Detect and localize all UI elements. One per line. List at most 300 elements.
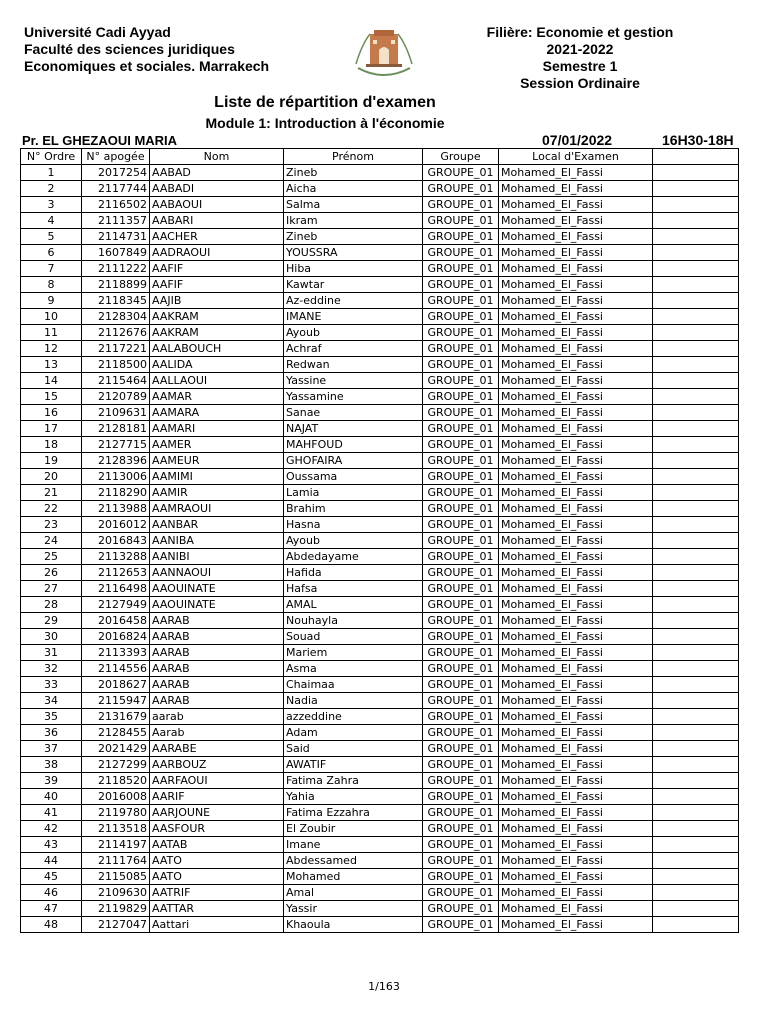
cell-local: Mohamed_El_Fassi — [499, 165, 653, 181]
table-row — [21, 725, 739, 741]
cell-local: Mohamed_El_Fassi — [499, 437, 653, 453]
cell-local: Mohamed_El_Fassi — [499, 917, 653, 933]
cell-nom: AAOUINATE — [150, 581, 284, 597]
cell-prenom: Redwan — [284, 357, 423, 373]
cell-blank — [653, 405, 739, 421]
cell-prenom: Chaimaa — [284, 677, 423, 693]
cell-nom: AARIF — [150, 789, 284, 805]
table-row — [21, 325, 739, 341]
cell-groupe: GROUPE_01 — [423, 309, 499, 325]
university-logo — [352, 24, 416, 80]
cell-groupe: GROUPE_01 — [423, 469, 499, 485]
cell-apogee: 2109631 — [82, 405, 150, 421]
cell-blank — [653, 293, 739, 309]
program-name: Filière: Economie et gestion — [486, 24, 674, 40]
cell-order: 33 — [21, 677, 82, 693]
cell-blank — [653, 245, 739, 261]
cell-prenom: Hiba — [284, 261, 423, 277]
cell-order: 39 — [21, 773, 82, 789]
session: Session Ordinaire — [520, 75, 640, 91]
cell-blank — [653, 197, 739, 213]
cell-local: Mohamed_El_Fassi — [499, 693, 653, 709]
cell-local: Mohamed_El_Fassi — [499, 629, 653, 645]
cell-groupe: GROUPE_01 — [423, 245, 499, 261]
cell-nom: AAMARI — [150, 421, 284, 437]
cell-apogee: 2115464 — [82, 373, 150, 389]
faculty-name: Faculté des sciences juridiques — [24, 41, 235, 57]
cell-apogee: 2111764 — [82, 853, 150, 869]
cell-local: Mohamed_El_Fassi — [499, 245, 653, 261]
table-row — [21, 373, 739, 389]
cell-blank — [653, 853, 739, 869]
cell-apogee: 2114731 — [82, 229, 150, 245]
cell-blank — [653, 821, 739, 837]
cell-groupe: GROUPE_01 — [423, 885, 499, 901]
cell-prenom: Yahia — [284, 789, 423, 805]
cell-blank — [653, 901, 739, 917]
cell-local: Mohamed_El_Fassi — [499, 613, 653, 629]
cell-apogee: 2117744 — [82, 181, 150, 197]
cell-order: 30 — [21, 629, 82, 645]
cell-blank — [653, 277, 739, 293]
cell-local: Mohamed_El_Fassi — [499, 725, 653, 741]
cell-prenom: YOUSSRA — [284, 245, 423, 261]
cell-apogee: 2127715 — [82, 437, 150, 453]
table-row — [21, 597, 739, 613]
cell-order: 3 — [21, 197, 82, 213]
cell-local: Mohamed_El_Fassi — [499, 229, 653, 245]
cell-apogee: 2016458 — [82, 613, 150, 629]
cell-order: 48 — [21, 917, 82, 933]
cell-local: Mohamed_El_Fassi — [499, 869, 653, 885]
table-row — [21, 885, 739, 901]
table-row — [21, 197, 739, 213]
semester: Semestre 1 — [542, 58, 618, 74]
cell-prenom: Mohamed — [284, 869, 423, 885]
page-number: 1/163 — [368, 980, 400, 993]
table-row — [21, 869, 739, 885]
cell-prenom: MAHFOUD — [284, 437, 423, 453]
cell-nom: AARAB — [150, 613, 284, 629]
exam-date: 07/01/2022 — [542, 132, 613, 148]
col-header-groupe: Groupe — [423, 149, 499, 165]
cell-order: 23 — [21, 517, 82, 533]
cell-groupe: GROUPE_01 — [423, 725, 499, 741]
cell-apogee: 2111357 — [82, 213, 150, 229]
cell-local: Mohamed_El_Fassi — [499, 661, 653, 677]
cell-blank — [653, 437, 739, 453]
cell-local: Mohamed_El_Fassi — [499, 357, 653, 373]
cell-groupe: GROUPE_01 — [423, 373, 499, 389]
cell-nom: AARAB — [150, 645, 284, 661]
cell-apogee: 1607849 — [82, 245, 150, 261]
table-row — [21, 581, 739, 597]
cell-prenom: Oussama — [284, 469, 423, 485]
cell-order: 47 — [21, 901, 82, 917]
cell-prenom: AWATIF — [284, 757, 423, 773]
cell-groupe: GROUPE_01 — [423, 805, 499, 821]
page-title: Liste de répartition d'examen — [214, 94, 436, 111]
cell-local: Mohamed_El_Fassi — [499, 837, 653, 853]
cell-blank — [653, 325, 739, 341]
cell-local: Mohamed_El_Fassi — [499, 581, 653, 597]
cell-order: 15 — [21, 389, 82, 405]
cell-groupe: GROUPE_01 — [423, 549, 499, 565]
cell-order: 7 — [21, 261, 82, 277]
cell-prenom: Aicha — [284, 181, 423, 197]
cell-groupe: GROUPE_01 — [423, 677, 499, 693]
cell-order: 27 — [21, 581, 82, 597]
cell-order: 26 — [21, 565, 82, 581]
cell-order: 12 — [21, 341, 82, 357]
cell-prenom: Khaoula — [284, 917, 423, 933]
cell-nom: aarab — [150, 709, 284, 725]
cell-groupe: GROUPE_01 — [423, 869, 499, 885]
cell-nom: AALLAOUI — [150, 373, 284, 389]
cell-prenom: Fatima Ezzahra — [284, 805, 423, 821]
cell-nom: AAKRAM — [150, 325, 284, 341]
cell-groupe: GROUPE_01 — [423, 613, 499, 629]
cell-local: Mohamed_El_Fassi — [499, 597, 653, 613]
cell-local: Mohamed_El_Fassi — [499, 501, 653, 517]
cell-order: 4 — [21, 213, 82, 229]
cell-nom: Aarab — [150, 725, 284, 741]
exam-info — [22, 132, 742, 148]
cell-nom: AALIDA — [150, 357, 284, 373]
cell-nom: AARJOUNE — [150, 805, 284, 821]
university-name: Université Cadi Ayyad — [24, 24, 171, 40]
cell-apogee: 2021429 — [82, 741, 150, 757]
cell-prenom: Yassamine — [284, 389, 423, 405]
cell-local: Mohamed_El_Fassi — [499, 293, 653, 309]
cell-prenom: Imane — [284, 837, 423, 853]
cell-nom: AATO — [150, 869, 284, 885]
cell-blank — [653, 773, 739, 789]
cell-groupe: GROUPE_01 — [423, 565, 499, 581]
cell-nom: AALABOUCH — [150, 341, 284, 357]
cell-nom: AAFIF — [150, 277, 284, 293]
table-row — [21, 645, 739, 661]
cell-groupe: GROUPE_01 — [423, 901, 499, 917]
cell-prenom: Nouhayla — [284, 613, 423, 629]
cell-order: 19 — [21, 453, 82, 469]
cell-groupe: GROUPE_01 — [423, 517, 499, 533]
cell-order: 36 — [21, 725, 82, 741]
cell-blank — [653, 837, 739, 853]
cell-prenom: Ikram — [284, 213, 423, 229]
cell-local: Mohamed_El_Fassi — [499, 517, 653, 533]
cell-blank — [653, 629, 739, 645]
cell-blank — [653, 165, 739, 181]
cell-blank — [653, 181, 739, 197]
cell-local: Mohamed_El_Fassi — [499, 885, 653, 901]
cell-blank — [653, 373, 739, 389]
cell-groupe: GROUPE_01 — [423, 597, 499, 613]
table-row — [21, 389, 739, 405]
cell-blank — [653, 261, 739, 277]
cell-prenom: Yassine — [284, 373, 423, 389]
table-row — [21, 661, 739, 677]
cell-order: 38 — [21, 757, 82, 773]
cell-groupe: GROUPE_01 — [423, 357, 499, 373]
cell-groupe: GROUPE_01 — [423, 581, 499, 597]
table-row — [21, 709, 739, 725]
cell-blank — [653, 517, 739, 533]
cell-apogee: 2115085 — [82, 869, 150, 885]
cell-order: 22 — [21, 501, 82, 517]
table-row — [21, 437, 739, 453]
cell-groupe: GROUPE_01 — [423, 165, 499, 181]
cell-nom: AARABE — [150, 741, 284, 757]
cell-local: Mohamed_El_Fassi — [499, 261, 653, 277]
table-row — [21, 549, 739, 565]
cell-nom: AAMRAOUI — [150, 501, 284, 517]
cell-nom: AAMER — [150, 437, 284, 453]
cell-local: Mohamed_El_Fassi — [499, 213, 653, 229]
cell-apogee: 2131679 — [82, 709, 150, 725]
cell-prenom: Fatima Zahra — [284, 773, 423, 789]
cell-apogee: 2119829 — [82, 901, 150, 917]
cell-blank — [653, 917, 739, 933]
cell-nom: AABARI — [150, 213, 284, 229]
cell-order: 16 — [21, 405, 82, 421]
cell-apogee: 2118899 — [82, 277, 150, 293]
cell-order: 25 — [21, 549, 82, 565]
cell-nom: AABAD — [150, 165, 284, 181]
cell-blank — [653, 693, 739, 709]
cell-prenom: Lamia — [284, 485, 423, 501]
cell-blank — [653, 485, 739, 501]
table-row — [21, 341, 739, 357]
cell-local: Mohamed_El_Fassi — [499, 277, 653, 293]
cell-prenom: Adam — [284, 725, 423, 741]
cell-nom: AANNAOUI — [150, 565, 284, 581]
cell-blank — [653, 565, 739, 581]
cell-groupe: GROUPE_01 — [423, 709, 499, 725]
cell-apogee: 2128396 — [82, 453, 150, 469]
cell-nom: AAMIMI — [150, 469, 284, 485]
cell-blank — [653, 453, 739, 469]
cell-groupe: GROUPE_01 — [423, 325, 499, 341]
cell-groupe: GROUPE_01 — [423, 773, 499, 789]
table-row — [21, 565, 739, 581]
cell-local: Mohamed_El_Fassi — [499, 421, 653, 437]
cell-local: Mohamed_El_Fassi — [499, 549, 653, 565]
col-header-nom: Nom — [150, 149, 284, 165]
cell-groupe: GROUPE_01 — [423, 661, 499, 677]
cell-apogee: 2116502 — [82, 197, 150, 213]
cell-local: Mohamed_El_Fassi — [499, 469, 653, 485]
table-row — [21, 293, 739, 309]
cell-nom: AAMIR — [150, 485, 284, 501]
cell-nom: AAKRAM — [150, 309, 284, 325]
table-row — [21, 517, 739, 533]
cell-blank — [653, 229, 739, 245]
cell-order: 8 — [21, 277, 82, 293]
cell-apogee: 2016012 — [82, 517, 150, 533]
cell-blank — [653, 613, 739, 629]
cell-apogee: 2128181 — [82, 421, 150, 437]
cell-groupe: GROUPE_01 — [423, 341, 499, 357]
cell-prenom: Salma — [284, 197, 423, 213]
cell-apogee: 2113988 — [82, 501, 150, 517]
cell-prenom: Hafida — [284, 565, 423, 581]
cell-order: 32 — [21, 661, 82, 677]
cell-order: 31 — [21, 645, 82, 661]
cell-local: Mohamed_El_Fassi — [499, 181, 653, 197]
cell-prenom: Ayoub — [284, 325, 423, 341]
cell-apogee: 2127949 — [82, 597, 150, 613]
cell-nom: AARBOUZ — [150, 757, 284, 773]
cell-blank — [653, 389, 739, 405]
cell-order: 41 — [21, 805, 82, 821]
cell-order: 11 — [21, 325, 82, 341]
cell-order: 1 — [21, 165, 82, 181]
cell-order: 24 — [21, 533, 82, 549]
cell-local: Mohamed_El_Fassi — [499, 709, 653, 725]
cell-prenom: Yassir — [284, 901, 423, 917]
cell-nom: AARAB — [150, 629, 284, 645]
table-row — [21, 629, 739, 645]
cell-local: Mohamed_El_Fassi — [499, 533, 653, 549]
cell-groupe: GROUPE_01 — [423, 693, 499, 709]
cell-blank — [653, 725, 739, 741]
cell-prenom: Zineb — [284, 229, 423, 245]
cell-apogee: 2119780 — [82, 805, 150, 821]
table-row — [21, 405, 739, 421]
cell-apogee: 2118520 — [82, 773, 150, 789]
cell-apogee: 2128304 — [82, 309, 150, 325]
cell-order: 40 — [21, 789, 82, 805]
cell-groupe: GROUPE_01 — [423, 453, 499, 469]
table-row — [21, 533, 739, 549]
cell-order: 37 — [21, 741, 82, 757]
table-row — [21, 741, 739, 757]
cell-apogee: 2018627 — [82, 677, 150, 693]
cell-local: Mohamed_El_Fassi — [499, 565, 653, 581]
table-row — [21, 501, 739, 517]
table-row — [21, 805, 739, 821]
cell-local: Mohamed_El_Fassi — [499, 645, 653, 661]
cell-blank — [653, 757, 739, 773]
cell-nom: AANIBA — [150, 533, 284, 549]
cell-prenom: NAJAT — [284, 421, 423, 437]
cell-apogee: 2113288 — [82, 549, 150, 565]
cell-prenom: Zineb — [284, 165, 423, 181]
cell-groupe: GROUPE_01 — [423, 277, 499, 293]
table-row — [21, 165, 739, 181]
cell-nom: AARAB — [150, 661, 284, 677]
cell-order: 18 — [21, 437, 82, 453]
cell-order: 13 — [21, 357, 82, 373]
cell-groupe: GROUPE_01 — [423, 261, 499, 277]
cell-groupe: GROUPE_01 — [423, 405, 499, 421]
cell-groupe: GROUPE_01 — [423, 757, 499, 773]
cell-nom: AAFIF — [150, 261, 284, 277]
col-header-local: Local d'Examen — [499, 149, 653, 165]
cell-apogee: 2113518 — [82, 821, 150, 837]
cell-local: Mohamed_El_Fassi — [499, 405, 653, 421]
cell-blank — [653, 213, 739, 229]
cell-nom: AATO — [150, 853, 284, 869]
cell-local: Mohamed_El_Fassi — [499, 325, 653, 341]
cell-order: 9 — [21, 293, 82, 309]
cell-groupe: GROUPE_01 — [423, 229, 499, 245]
cell-prenom: azzeddine — [284, 709, 423, 725]
cell-blank — [653, 661, 739, 677]
cell-local: Mohamed_El_Fassi — [499, 853, 653, 869]
cell-nom: AARAB — [150, 677, 284, 693]
exam-time: 16H30-18H — [662, 132, 734, 148]
table-row — [21, 181, 739, 197]
cell-nom: AAMARA — [150, 405, 284, 421]
table-row — [21, 277, 739, 293]
cell-apogee: 2017254 — [82, 165, 150, 181]
table-header-row — [21, 149, 739, 165]
cell-order: 28 — [21, 597, 82, 613]
table-row — [21, 677, 739, 693]
cell-groupe: GROUPE_01 — [423, 741, 499, 757]
exam-table — [20, 148, 739, 933]
col-header-prenom: Prénom — [284, 149, 423, 165]
table-row — [21, 773, 739, 789]
cell-nom: AAJIB — [150, 293, 284, 309]
cell-local: Mohamed_El_Fassi — [499, 901, 653, 917]
cell-groupe: GROUPE_01 — [423, 389, 499, 405]
cell-blank — [653, 805, 739, 821]
cell-local: Mohamed_El_Fassi — [499, 373, 653, 389]
cell-prenom: Said — [284, 741, 423, 757]
cell-blank — [653, 357, 739, 373]
cell-blank — [653, 421, 739, 437]
cell-local: Mohamed_El_Fassi — [499, 341, 653, 357]
cell-groupe: GROUPE_01 — [423, 853, 499, 869]
cell-order: 6 — [21, 245, 82, 261]
cell-apogee: 2114197 — [82, 837, 150, 853]
cell-local: Mohamed_El_Fassi — [499, 453, 653, 469]
cell-apogee: 2116498 — [82, 581, 150, 597]
cell-prenom: El Zoubir — [284, 821, 423, 837]
cell-local: Mohamed_El_Fassi — [499, 789, 653, 805]
table-row — [21, 901, 739, 917]
cell-prenom: Asma — [284, 661, 423, 677]
cell-nom: AARAB — [150, 693, 284, 709]
cell-prenom: AMAL — [284, 597, 423, 613]
cell-groupe: GROUPE_01 — [423, 437, 499, 453]
table-row — [21, 453, 739, 469]
module-title: Module 1: Introduction à l'économie — [205, 115, 445, 131]
cell-apogee: 2016008 — [82, 789, 150, 805]
cell-prenom: Nadia — [284, 693, 423, 709]
cell-blank — [653, 741, 739, 757]
cell-order: 2 — [21, 181, 82, 197]
cell-blank — [653, 469, 739, 485]
cell-local: Mohamed_El_Fassi — [499, 805, 653, 821]
table-row — [21, 821, 739, 837]
cell-local: Mohamed_El_Fassi — [499, 821, 653, 837]
cell-order: 29 — [21, 613, 82, 629]
cell-blank — [653, 869, 739, 885]
cell-blank — [653, 709, 739, 725]
table-row — [21, 357, 739, 373]
cell-nom: AATTAR — [150, 901, 284, 917]
cell-blank — [653, 549, 739, 565]
cell-prenom: Brahim — [284, 501, 423, 517]
cell-apogee: 2111222 — [82, 261, 150, 277]
cell-nom: AAMEUR — [150, 453, 284, 469]
cell-order: 14 — [21, 373, 82, 389]
cell-groupe: GROUPE_01 — [423, 501, 499, 517]
